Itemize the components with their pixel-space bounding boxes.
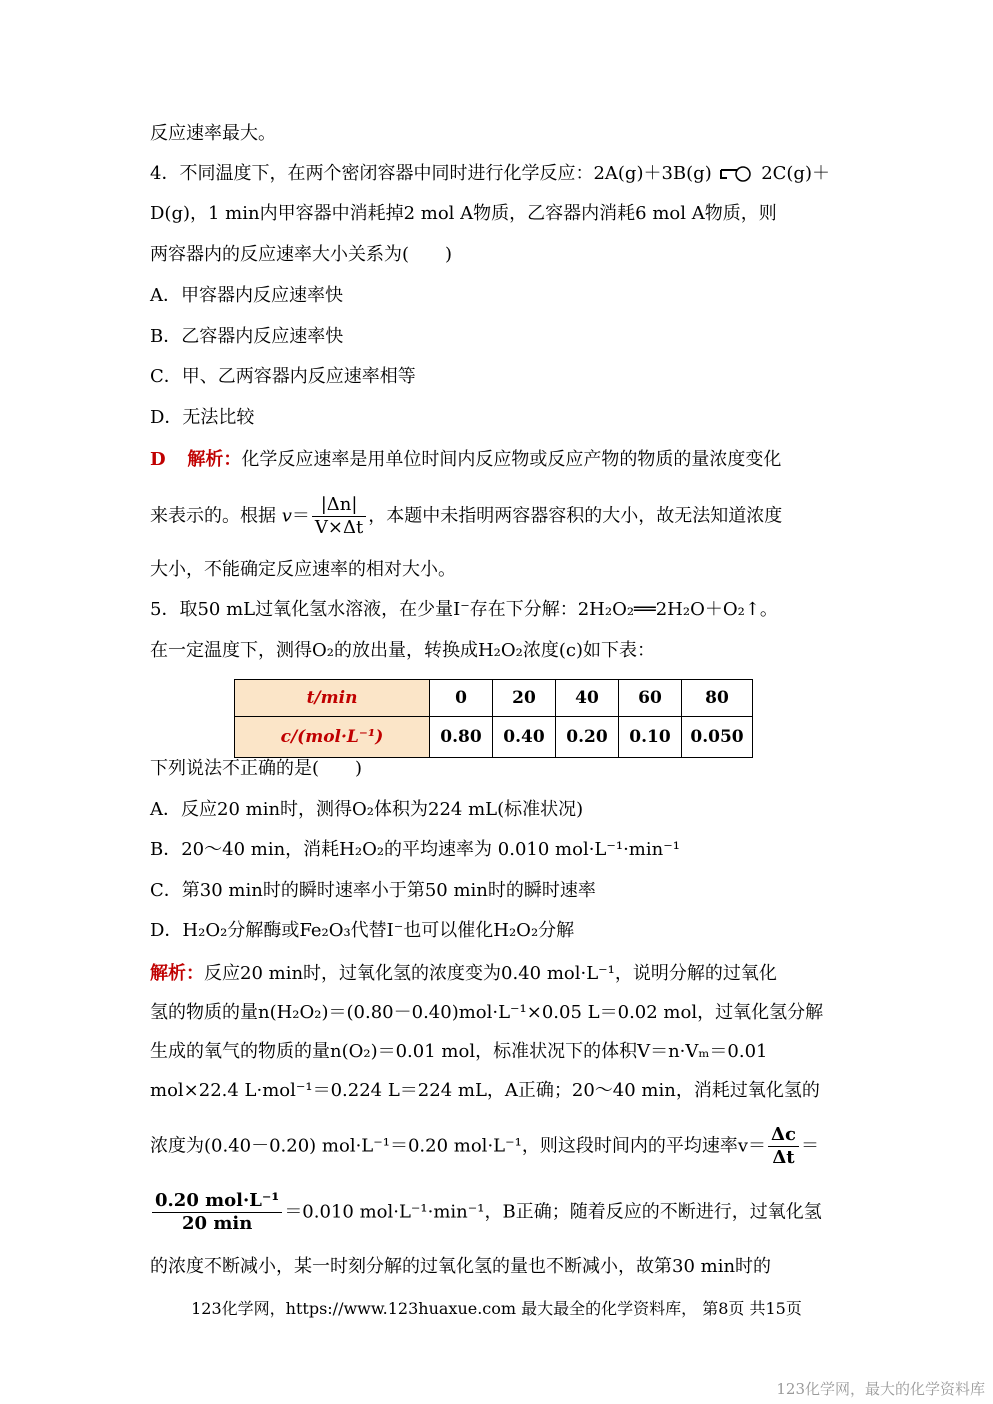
rate-fraction-dc-dt: [768, 1124, 799, 1169]
table-cell: 60: [619, 680, 682, 717]
question-5-stem: 5．取50 mL过氧化氢水溶液，在少量I⁻存在下分解：2H₂O₂══2H₂O＋O₂↑。: [150, 599, 778, 620]
fraction-denominator: 20 min: [182, 1213, 253, 1234]
q5-analysis-label: 解析：: [150, 963, 204, 984]
q5-analysis-line3: 生成的氧气的物质的量n(O₂)＝0.01 mol，标准状况下的体积V＝n·Vₘ＝0.01: [150, 1041, 768, 1062]
q4-line1: 4．不同温度下，在两个密闭容器中同时进行化学反应：2A(g)＋3B(g): [150, 163, 712, 184]
q4-answer-line1: [150, 448, 781, 472]
q5-analysis-text6b: ＝0.010 mol·L⁻¹·min⁻¹，B正确；随着反应的不断进行，过氧化氢: [284, 1201, 822, 1223]
q5-analysis-text5a: 浓度为(0.40－0.20) mol·L⁻¹＝0.20 mol·L⁻¹，则这段时间内的平均速率v＝: [150, 1135, 766, 1157]
table-cell: 0.050: [682, 717, 753, 758]
fraction-denominator: Δt: [772, 1147, 795, 1168]
q4-analysis-label: 解析：: [187, 449, 242, 470]
q4-answer-line2: 来表示的。根据 v＝ $\frac{|\Delta n|}{V\times\Delta t}$ ，本题中未指明两容器容积的大小，故无法知道浓度: [150, 494, 783, 538]
q5-analysis-text1: 反应20 min时，过氧化氢的浓度变为0.40 mol·L⁻¹，说明分解的过氧化: [204, 963, 777, 984]
q5-option-b: B．20～40 min，消耗H₂O₂的平均速率为 0.010 mol·L⁻¹·min⁻¹: [150, 839, 680, 860]
table-row: [235, 680, 753, 717]
table-cell: 0.40: [493, 717, 556, 758]
table-header-concentration: c/(mol·L⁻¹): [235, 717, 430, 758]
concentration-table: [234, 679, 753, 758]
q5-analysis-text5b: ＝: [800, 1135, 819, 1157]
table-row: [235, 717, 753, 758]
table-cell: 0.80: [430, 717, 493, 758]
q5-option-a: A．反应20 min时，测得O₂体积为224 mL(标准状况): [150, 799, 584, 820]
q5-analysis-line5: [150, 1124, 819, 1169]
table-cell: 0.10: [619, 717, 682, 758]
q4-option-d: D．无法比较: [150, 407, 255, 428]
table-cell: 20: [493, 680, 556, 717]
q4-analysis-text2a: 来表示的。根据: [150, 505, 276, 527]
page-footer: 123化学网，https://www.123huaxue.com 最大最全的化学资料库， 第8页 共15页: [191, 1299, 802, 1318]
table-cell: 0: [430, 680, 493, 717]
table-cell: 40: [556, 680, 619, 717]
q5-line3: 下列说法不正确的是( ): [150, 758, 363, 779]
reversible-arrow-icon: [717, 166, 755, 182]
table-cell: 0.20: [556, 717, 619, 758]
q4-line2: D(g)，1 min内甲容器中消耗掉2 mol A物质，乙容器内消耗6 mol A物质，则: [150, 203, 777, 224]
q5-analysis-line1: [150, 962, 777, 986]
q5-analysis-line4: mol×22.4 L·mol⁻¹＝0.224 L＝224 mL，A正确；20～40 min，消耗过氧化氢的: [150, 1080, 820, 1101]
fraction-numerator: |Δn|: [312, 494, 366, 517]
q4-line1b: 2C(g)＋: [761, 163, 830, 184]
q4-option-c: C．甲、乙两容器内反应速率相等: [150, 366, 416, 387]
rate-value-fraction: [152, 1190, 282, 1235]
question-4-stem: [150, 162, 830, 186]
q4-answer-line3: 大小，不能确定反应速率的相对大小。: [150, 559, 456, 580]
q5-analysis-line7: 的浓度不断减小，某一时刻分解的过氧化氢的量也不断减小，故第30 min时的: [150, 1256, 772, 1277]
q4-option-b: B．乙容器内反应速率快: [150, 326, 344, 347]
q4-option-a: A．甲容器内反应速率快: [150, 285, 343, 306]
q5-option-c: C．第30 min时的瞬时速率小于第50 min时的瞬时速率: [150, 880, 596, 901]
fraction-numerator: Δc: [768, 1124, 799, 1147]
q5-analysis-line2: 氢的物质的量n(H₂O₂)＝(0.80－0.40)mol·L⁻¹×0.05 L＝0.02 mol，过氧化氢分解: [150, 1002, 824, 1023]
q5-line2: 在一定温度下，测得O₂的放出量，转换成H₂O₂浓度(c)如下表：: [150, 640, 655, 661]
fraction-numerator: 0.20 mol·L⁻¹: [152, 1190, 282, 1213]
fraction-denominator: V×Δt: [314, 517, 364, 538]
q5-option-d: D．H₂O₂分解酶或Fe₂O₃代替I⁻也可以催化H₂O₂分解: [150, 920, 575, 941]
q5-analysis-line6: [150, 1190, 822, 1235]
text-line: 反应速率最大。: [150, 123, 276, 144]
table-header-time: t/min: [235, 680, 430, 717]
q4-analysis-text2b: ，本题中未指明两容器容积的大小，故无法知道浓度: [368, 505, 783, 527]
q4-answer: D: [150, 449, 166, 470]
q4-analysis-text1: 化学反应速率是用单位时间内反应物或反应产物的物质的量浓度变化: [241, 449, 782, 470]
watermark: 123化学网，最大的化学资料库: [776, 1380, 985, 1398]
q4-line3: 两容器内的反应速率大小关系为( ): [150, 244, 453, 265]
rate-formula-fraction: [312, 494, 366, 539]
table-cell: 80: [682, 680, 753, 717]
